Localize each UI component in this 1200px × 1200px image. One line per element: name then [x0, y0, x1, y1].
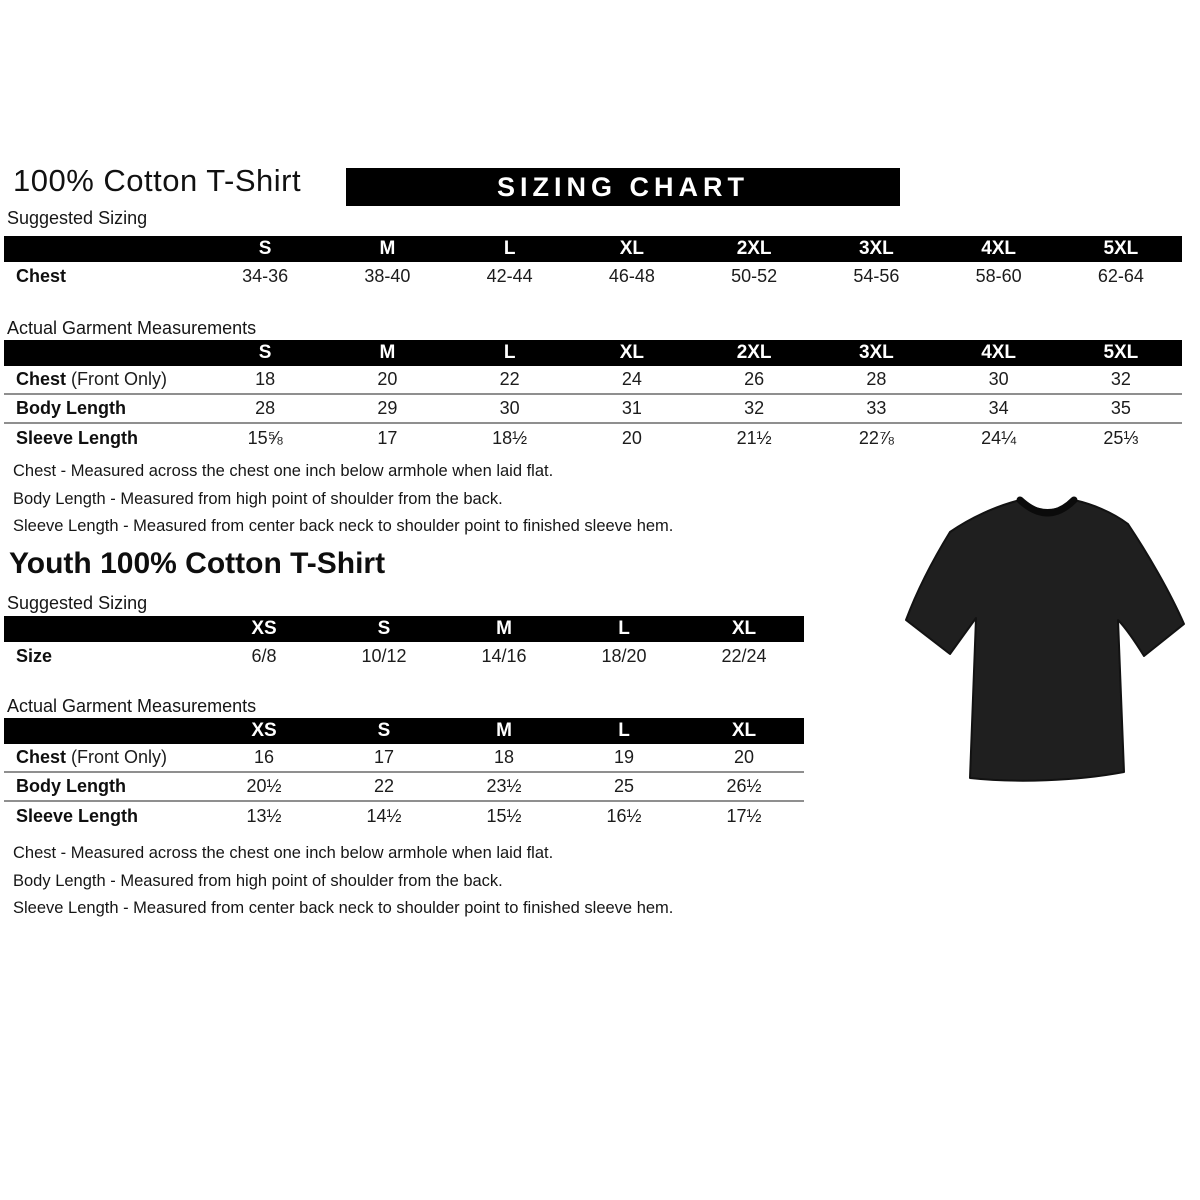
tshirt-image: [886, 474, 1196, 814]
sizing-chart-banner: SIZING CHART: [346, 168, 900, 206]
table-cell: 17: [377, 428, 398, 448]
page-title: 100% Cotton T-Shirt: [13, 163, 302, 198]
column-header: M: [496, 720, 512, 741]
table-cell: 18½: [492, 428, 528, 448]
table-cell: 28: [255, 398, 276, 418]
table-cell: 14/16: [481, 646, 527, 666]
table-row: [4, 744, 804, 773]
row-label: Body Length: [16, 398, 126, 418]
note-chest: Chest - Measured across the chest one inch below armhole when laid flat.: [13, 844, 554, 862]
table-header-row: [4, 236, 1182, 262]
table-cell: 29: [377, 398, 398, 418]
table-cell: 22: [373, 776, 395, 796]
table-cell: 42-44: [486, 266, 533, 286]
column-header: S: [258, 342, 272, 363]
adult-actual-measurements-table: [4, 340, 1182, 453]
youth-actual-measurements-label: Actual Garment Measurements: [7, 696, 257, 716]
adult-actual-measurements-label: Actual Garment Measurements: [7, 318, 257, 338]
table-cell: 34: [988, 398, 1009, 418]
column-header: S: [377, 720, 391, 741]
adult-suggested-sizing-label: Suggested Sizing: [7, 208, 148, 228]
youth-suggested-sizing-label: Suggested Sizing: [7, 593, 148, 613]
table-cell: 6/8: [251, 646, 277, 666]
table-cell: 25⅓: [1103, 428, 1139, 448]
table-row: [4, 424, 1182, 453]
table-row: [4, 395, 1182, 424]
row-label: Chest (Front Only): [16, 747, 168, 767]
adult-suggested-sizing-table: [4, 236, 1182, 291]
row-label: Chest (Front Only): [16, 369, 168, 389]
row-label: Sleeve Length: [16, 428, 139, 448]
table-cell: 30: [988, 369, 1009, 389]
row-label: Chest: [16, 266, 67, 286]
column-header: XS: [251, 618, 277, 639]
table-cell: 16½: [606, 806, 642, 826]
table-cell: 15½: [486, 806, 522, 826]
table-cell: 17½: [726, 806, 762, 826]
table-cell: 62-64: [1097, 266, 1144, 286]
table-cell: 20½: [246, 776, 282, 796]
note-body-length: Body Length - Measured from high point of shoulder from the back.: [13, 489, 503, 508]
table-cell: 15⅝: [247, 428, 283, 448]
table-cell: 28: [866, 369, 887, 389]
table-header-row: [4, 718, 804, 744]
column-header: XL: [619, 238, 645, 259]
table-cell: 46-48: [608, 266, 655, 286]
column-header: M: [379, 342, 396, 363]
table-cell: 16: [253, 747, 275, 767]
table-row: [4, 802, 804, 831]
column-header: 4XL: [981, 238, 1017, 259]
column-header: S: [377, 618, 391, 639]
column-header: 5XL: [1103, 238, 1139, 259]
column-header: L: [618, 720, 630, 741]
column-header: 3XL: [858, 238, 894, 259]
column-header: M: [496, 618, 512, 639]
table-cell: 23½: [486, 776, 522, 796]
table-cell: 20: [621, 428, 642, 448]
youth-page-title: Youth 100% Cotton T-Shirt: [9, 547, 386, 580]
table-cell: 38-40: [364, 266, 411, 286]
table-row: [4, 773, 804, 802]
table-cell: 33: [866, 398, 887, 418]
table-cell: 22/24: [721, 646, 767, 666]
column-header: XL: [619, 342, 645, 363]
column-header: 3XL: [858, 342, 894, 363]
table-cell: 26½: [726, 776, 762, 796]
table-cell: 21½: [736, 428, 772, 448]
table-cell: 20: [733, 747, 755, 767]
column-header: L: [503, 342, 516, 363]
youth-measurement-notes: [13, 840, 673, 923]
table-header-row: [4, 616, 804, 642]
adult-measurement-notes: [13, 458, 673, 541]
table-cell: 17: [373, 747, 395, 767]
column-header: 2XL: [736, 342, 772, 363]
table-row: [4, 262, 1182, 291]
column-header: L: [503, 238, 516, 259]
table-cell: 31: [621, 398, 642, 418]
table-cell: 10/12: [361, 646, 407, 666]
tshirt-silhouette: [906, 500, 1184, 781]
column-header: 2XL: [736, 238, 772, 259]
table-cell: 20: [377, 369, 398, 389]
table-cell: 32: [1110, 369, 1131, 389]
column-header: XL: [731, 720, 757, 741]
table-cell: 24: [621, 369, 642, 389]
youth-actual-measurements-table: [4, 718, 804, 831]
table-cell: 19: [613, 747, 635, 767]
table-cell: 24¼: [981, 428, 1017, 448]
column-header: 5XL: [1103, 342, 1139, 363]
table-cell: 13½: [246, 806, 282, 826]
youth-suggested-sizing-table: [4, 616, 804, 671]
column-header: 4XL: [981, 342, 1017, 363]
column-header: L: [618, 618, 630, 639]
note-sleeve-length: Sleeve Length - Measured from center back neck to shoulder point to finished sleeve hem.: [13, 899, 674, 917]
column-header: M: [379, 238, 396, 259]
note-sleeve-length: Sleeve Length - Measured from center back neck to shoulder point to finished sleeve hem.: [13, 517, 674, 535]
table-cell: 30: [499, 398, 520, 418]
table-cell: 54-56: [853, 266, 900, 286]
table-cell: 26: [744, 369, 765, 389]
table-cell: 25: [613, 776, 635, 796]
note-body-length: Body Length - Measured from high point of shoulder from the back.: [13, 871, 503, 890]
row-label: Sleeve Length: [16, 806, 139, 826]
table-cell: 35: [1110, 398, 1131, 418]
table-header-row: [4, 340, 1182, 366]
column-header: S: [258, 238, 272, 259]
table-cell: 22⅞: [858, 428, 894, 448]
table-cell: 58-60: [975, 266, 1022, 286]
column-header: XL: [731, 618, 757, 639]
table-row: [4, 366, 1182, 395]
table-cell: 14½: [366, 806, 402, 826]
table-cell: 18/20: [601, 646, 647, 666]
table-cell: 32: [744, 398, 765, 418]
table-row: [4, 642, 804, 671]
table-cell: 18: [493, 747, 515, 767]
note-chest: Chest - Measured across the chest one inch below armhole when laid flat.: [13, 462, 554, 480]
table-cell: 22: [499, 369, 520, 389]
row-label: Size: [16, 646, 53, 666]
row-label: Body Length: [16, 776, 126, 796]
table-cell: 34-36: [242, 266, 289, 286]
table-cell: 50-52: [731, 266, 778, 286]
table-cell: 18: [255, 369, 276, 389]
column-header: XS: [251, 720, 277, 741]
